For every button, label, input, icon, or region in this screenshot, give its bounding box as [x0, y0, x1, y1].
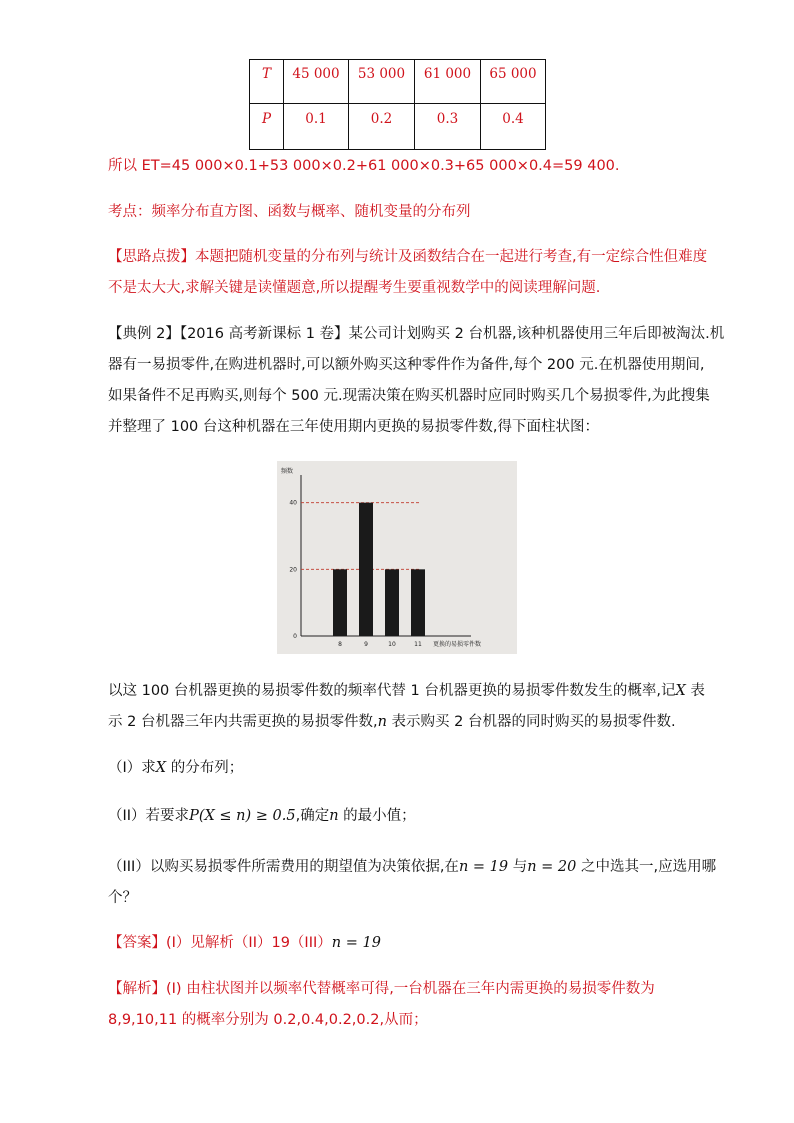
question-text: （III）以购买易损零件所需费用的期望值为决策依据,在	[108, 859, 459, 875]
table-cell: 0.4	[481, 104, 546, 150]
variable-x: X	[675, 683, 686, 699]
table-cell: T	[250, 60, 284, 104]
variable-n: n	[377, 714, 387, 730]
question-text: （II）若要求	[108, 808, 190, 824]
paragraph-text: 表	[685, 683, 705, 699]
x-tick-label: 10	[388, 641, 396, 648]
table-cell: 0.2	[349, 104, 415, 150]
x-tick-label: 11	[414, 641, 422, 648]
kaodian-line: 考点：频率分布直方图、函数与概率、随机变量的分布列	[108, 204, 471, 220]
question-text: （I）求	[108, 760, 156, 776]
variable-x: X	[155, 760, 167, 776]
table-cell: 0.1	[284, 104, 349, 150]
bar	[385, 569, 399, 636]
math-n-19: n = 19	[458, 859, 509, 875]
example-line-1: 【典例 2】【2016 高考新课标 1 卷】某公司计划购买 2 台机器,该种机器使用三年后即被淘汰.机	[108, 326, 725, 342]
bar	[359, 503, 373, 636]
y-axis-label: 频数	[281, 468, 294, 475]
paragraph-line-1	[108, 681, 705, 701]
table-cell: 53 000	[349, 60, 415, 104]
x-axis-label: 更换的易损零件数	[433, 641, 482, 648]
example-line-2: 器有一易损零件,在购进机器时,可以额外购买这种零件作为备件,每个 200 元.在机器使用期间,	[108, 357, 705, 373]
y-tick-label: 40	[289, 499, 297, 507]
question-text: 与	[508, 859, 528, 875]
analysis-line-2: 8,9,10,11 的概率分别为 0.2,0.4,0.2,0.2,从而；	[108, 1012, 428, 1028]
table-cell: 65 000	[481, 60, 546, 104]
answer-line	[108, 933, 381, 953]
table-cell: 0.3	[415, 104, 481, 150]
bar	[411, 569, 425, 636]
probability-expression: P(X ≤ n) ≥ 0.5	[189, 808, 296, 824]
paragraph-text: 示 2 台机器三年内共需更换的易损零件数,	[108, 714, 378, 730]
bar	[333, 569, 347, 636]
table-cell: 61 000	[415, 60, 481, 104]
bar-chart	[277, 461, 517, 654]
question-text: ,确定	[295, 808, 330, 824]
silu-line-1: 【思路点拨】本题把随机变量的分布列与统计及函数结合在一起进行考查,有一定综合性但难度	[108, 249, 708, 265]
silu-line-2: 不是太大大,求解关键是读懂题意,所以提醒考生要重视数学中的阅读理解问题.	[108, 280, 601, 296]
table-row-values	[250, 60, 546, 104]
table-cell: 45 000	[284, 60, 349, 104]
x-tick-label: 8	[338, 641, 342, 648]
math-n-20: n = 20	[527, 859, 577, 875]
x-tick-label: 9	[364, 641, 368, 648]
question-2	[108, 806, 416, 826]
table-row-probabilities	[250, 104, 546, 150]
example-line-4: 并整理了 100 台这种机器在三年使用期内更换的易损零件数,得下面柱状图：	[108, 419, 600, 435]
question-3-line-1	[108, 857, 716, 877]
example-line-3: 如果备件不足再购买,则每个 500 元.现需决策在购买机器时应同时购买几个易损零件,为此搜集	[108, 388, 710, 404]
answer-text: 【答案】(I）见解析（II）19（III）	[108, 935, 332, 951]
distribution-table	[249, 59, 546, 150]
paragraph-line-2	[108, 712, 676, 732]
y-tick-label: 0	[293, 633, 297, 640]
question-3-line-2: 个？	[108, 890, 137, 906]
analysis-line-1: 【解析】(Ⅰ) 由柱状图并以频率代替概率可得,一台机器在三年内需更换的易损零件数为	[108, 981, 655, 997]
paragraph-text: 以这 100 台机器更换的易损零件数的频率代替 1 台机器更换的易损零件数发生的概率,记	[108, 683, 676, 699]
bar-chart-svg	[277, 461, 517, 654]
math-n-19: n = 19	[331, 935, 381, 951]
y-tick-label: 20	[289, 566, 297, 574]
question-text: 的最小值；	[338, 808, 416, 824]
question-1	[108, 758, 243, 778]
question-text: 的分布列；	[166, 760, 244, 776]
variable-n: n	[329, 808, 339, 824]
table-cell: P	[250, 104, 284, 150]
paragraph-text: 表示购买 2 台机器的同时购买的易损零件数.	[386, 714, 676, 730]
expectation-line: 所以 ET=45 000×0.1+53 000×0.2+61 000×0.3+65 000×0.4=59 400.	[108, 158, 620, 174]
question-text: 之中选其一,应选用哪	[576, 859, 717, 875]
